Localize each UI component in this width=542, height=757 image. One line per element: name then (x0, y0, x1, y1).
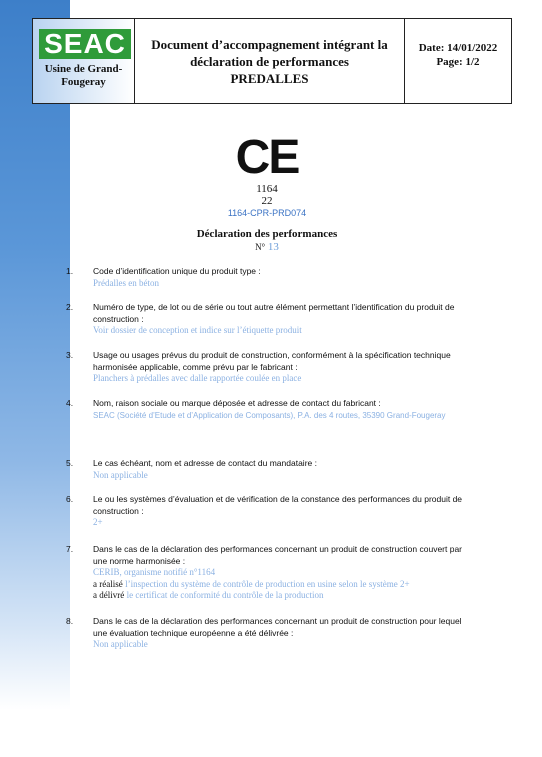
item-value: Planchers à prédalles avec dalle rapportée coulée en place (93, 373, 302, 383)
item-question: Nom, raison sociale ou marque déposée et adresse de contact du fabricant : (93, 398, 381, 408)
declaration-heading (160, 228, 374, 254)
declaration-title: Déclaration des performances (196, 228, 338, 240)
ce-mark-icon: CE (235, 131, 299, 184)
item-value: Non applicable (93, 469, 148, 480)
item-question: Numéro de type, de lot ou de série ou tout autre élément permettant l’identification du produit de construction : (93, 302, 455, 324)
item-line-3 (93, 590, 476, 602)
declaration-number-label: N° (255, 242, 266, 252)
item-question: Dans le cas de la déclaration des performances concernant un produit de construction pour lequel une évaluation technique européenne a été délivrée : (93, 616, 462, 638)
ce-reference: 1164-CPR-PRD074 (227, 208, 307, 218)
item-question: Le ou les systèmes d’évaluation et de vérification de la constance des performances du produit de construction : (93, 494, 463, 516)
item-line-3-value: le certificat de conformité du contrôle de la production (126, 590, 324, 600)
declaration-number (160, 241, 374, 254)
list-item (66, 458, 476, 481)
item-line-2 (93, 579, 476, 591)
list-item (66, 616, 476, 651)
item-question: Code d’identification unique du produit type : (93, 266, 261, 276)
seac-logo: SEAC (39, 29, 131, 59)
item-question: Dans le cas de la déclaration des performances concernant un produit de construction couvert par une norme harmonisée : (93, 544, 463, 566)
document-header (32, 18, 512, 104)
item-value: Voir dossier de conception et indice sur l’étiquette produit (93, 325, 302, 335)
document-meta (405, 19, 511, 103)
title-line-3: PREDALLES (230, 70, 309, 86)
item-value: 2+ (93, 517, 103, 527)
item-value: CERIB, organisme notifié n°1164 (93, 567, 216, 577)
item-number: 3. (66, 350, 74, 360)
item-line-2-value: l’inspection du système de contrôle de production en usine selon le système 2+ (125, 578, 410, 589)
item-value: Non applicable (93, 639, 148, 649)
notified-body-number: 1164 (256, 183, 278, 195)
ce-info (190, 183, 344, 219)
item-number: 7. (66, 544, 74, 554)
list-item (66, 350, 476, 385)
item-value: Prédalles en béton (93, 277, 159, 288)
item-number: 5. (66, 458, 74, 468)
list-item (66, 544, 476, 602)
list-item (66, 398, 476, 421)
document-date: Date: 14/01/2022 (418, 42, 498, 54)
item-number: 2. (66, 302, 74, 312)
ce-year: 22 (261, 195, 273, 207)
plant-name: Usine de Grand-Fougeray (44, 63, 123, 88)
document-title (135, 19, 405, 103)
list-item (66, 302, 476, 337)
title-line-1: Document d’accompagnement intégrant la (151, 36, 388, 52)
item-number: 6. (66, 494, 74, 504)
item-number: 8. (66, 616, 74, 626)
item-question: Le cas échéant, nom et adresse de contact du mandataire : (93, 458, 317, 468)
logo-cell (33, 19, 135, 103)
page-number: Page: 1/2 (436, 56, 480, 68)
list-item (66, 266, 476, 289)
item-line-3-label: a délivré (93, 590, 125, 600)
item-question: Usage ou usages prévus du produit de construction, conformément à la spécification technique harmonisée applicable, comme prévu par le fabricant : (93, 350, 451, 372)
item-number: 1. (66, 266, 74, 276)
side-gradient-stripe (0, 0, 70, 710)
item-line-2-label: a réalisé (93, 578, 123, 589)
declaration-number-value: 13 (267, 241, 279, 253)
list-item (66, 494, 476, 529)
item-number: 4. (66, 398, 74, 408)
item-value: SEAC (Société d’Etude et d’Application de Composants), P.A. des 4 routes, 35390 Grand-Fougeray (93, 410, 446, 420)
title-line-2: déclaration de performances (190, 53, 349, 69)
